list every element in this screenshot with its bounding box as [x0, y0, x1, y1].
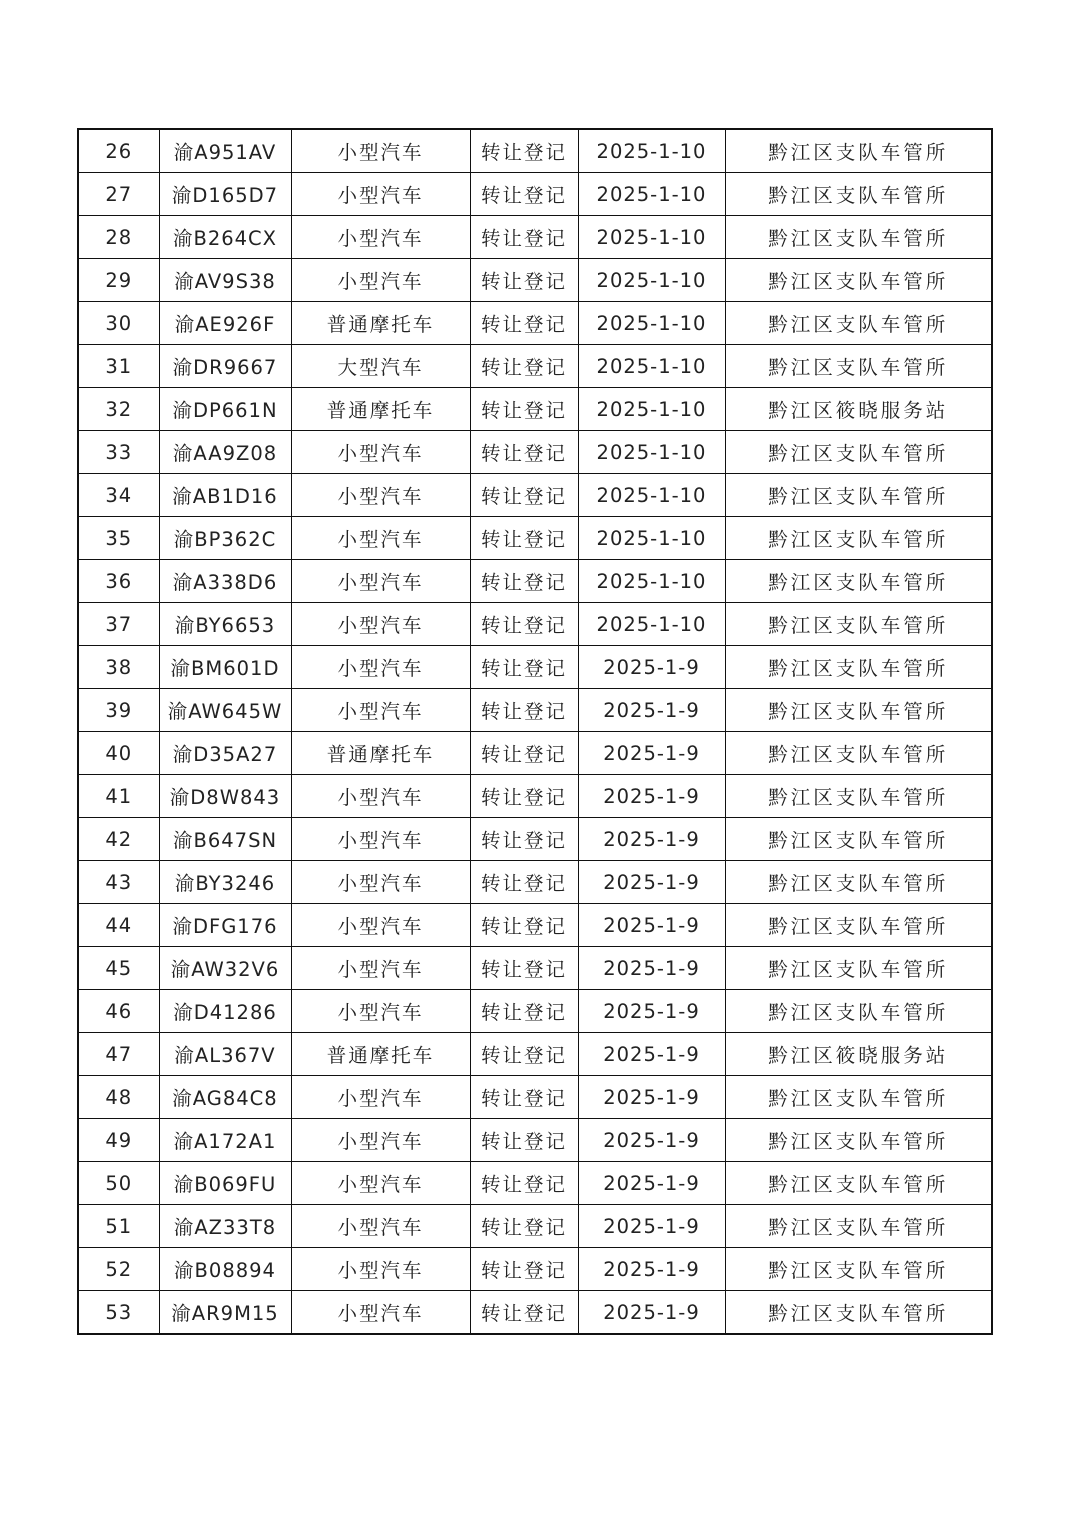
date-cell: 2025-1-9 [578, 646, 725, 689]
business-type-cell: 转让登记 [470, 861, 578, 904]
office-cell: 黔江区支队车管所 [725, 1291, 992, 1335]
table-row [78, 775, 992, 818]
vehicle-type-cell: 小型汽车 [291, 431, 470, 474]
date-cell: 2025-1-9 [578, 818, 725, 861]
table-row [78, 990, 992, 1033]
office-cell: 黔江区支队车管所 [725, 990, 992, 1033]
row-number-cell: 50 [78, 1162, 159, 1205]
plate-number-cell: 渝AE926F [159, 302, 291, 345]
business-type-cell: 转让登记 [470, 345, 578, 388]
table-row [78, 259, 992, 302]
plate-number-cell: 渝D41286 [159, 990, 291, 1033]
row-number-cell: 42 [78, 818, 159, 861]
date-cell: 2025-1-10 [578, 517, 725, 560]
vehicle-type-cell: 小型汽车 [291, 474, 470, 517]
plate-number-cell: 渝AL367V [159, 1033, 291, 1076]
row-number-cell: 41 [78, 775, 159, 818]
plate-number-cell: 渝DR9667 [159, 345, 291, 388]
business-type-cell: 转让登记 [470, 947, 578, 990]
vehicle-type-cell: 小型汽车 [291, 603, 470, 646]
registration-table [77, 128, 993, 1335]
office-cell: 黔江区支队车管所 [725, 216, 992, 259]
plate-number-cell: 渝AG84C8 [159, 1076, 291, 1119]
plate-number-cell: 渝B647SN [159, 818, 291, 861]
date-cell: 2025-1-9 [578, 947, 725, 990]
business-type-cell: 转让登记 [470, 646, 578, 689]
plate-number-cell: 渝DFG176 [159, 904, 291, 947]
row-number-cell: 37 [78, 603, 159, 646]
date-cell: 2025-1-9 [578, 1162, 725, 1205]
table-row [78, 560, 992, 603]
business-type-cell: 转让登记 [470, 732, 578, 775]
office-cell: 黔江区支队车管所 [725, 646, 992, 689]
office-cell: 黔江区支队车管所 [725, 1205, 992, 1248]
date-cell: 2025-1-9 [578, 1205, 725, 1248]
row-number-cell: 28 [78, 216, 159, 259]
date-cell: 2025-1-10 [578, 431, 725, 474]
vehicle-type-cell: 小型汽车 [291, 1205, 470, 1248]
vehicle-type-cell: 小型汽车 [291, 861, 470, 904]
office-cell: 黔江区支队车管所 [725, 1119, 992, 1162]
business-type-cell: 转让登记 [470, 775, 578, 818]
business-type-cell: 转让登记 [470, 1248, 578, 1291]
table-row [78, 689, 992, 732]
table-body [78, 129, 992, 1334]
plate-number-cell: 渝B08894 [159, 1248, 291, 1291]
table-row [78, 904, 992, 947]
plate-number-cell: 渝B264CX [159, 216, 291, 259]
date-cell: 2025-1-10 [578, 302, 725, 345]
date-cell: 2025-1-9 [578, 689, 725, 732]
row-number-cell: 33 [78, 431, 159, 474]
business-type-cell: 转让登记 [470, 689, 578, 732]
vehicle-type-cell: 小型汽车 [291, 990, 470, 1033]
plate-number-cell: 渝A172A1 [159, 1119, 291, 1162]
row-number-cell: 34 [78, 474, 159, 517]
table-row [78, 1033, 992, 1076]
business-type-cell: 转让登记 [470, 259, 578, 302]
table-row [78, 173, 992, 216]
plate-number-cell: 渝D8W843 [159, 775, 291, 818]
date-cell: 2025-1-9 [578, 1033, 725, 1076]
table-row [78, 603, 992, 646]
row-number-cell: 48 [78, 1076, 159, 1119]
table-row [78, 1119, 992, 1162]
business-type-cell: 转让登记 [470, 1076, 578, 1119]
office-cell: 黔江区支队车管所 [725, 474, 992, 517]
row-number-cell: 30 [78, 302, 159, 345]
office-cell: 黔江区支队车管所 [725, 603, 992, 646]
table-row [78, 732, 992, 775]
office-cell: 黔江区支队车管所 [725, 775, 992, 818]
vehicle-type-cell: 小型汽车 [291, 173, 470, 216]
vehicle-type-cell: 小型汽车 [291, 1291, 470, 1335]
plate-number-cell: 渝AA9Z08 [159, 431, 291, 474]
table-row [78, 216, 992, 259]
plate-number-cell: 渝B069FU [159, 1162, 291, 1205]
table-row [78, 1162, 992, 1205]
date-cell: 2025-1-9 [578, 732, 725, 775]
office-cell: 黔江区支队车管所 [725, 517, 992, 560]
business-type-cell: 转让登记 [470, 129, 578, 173]
business-type-cell: 转让登记 [470, 474, 578, 517]
date-cell: 2025-1-10 [578, 388, 725, 431]
office-cell: 黔江区支队车管所 [725, 560, 992, 603]
office-cell: 黔江区支队车管所 [725, 302, 992, 345]
row-number-cell: 35 [78, 517, 159, 560]
vehicle-type-cell: 小型汽车 [291, 1248, 470, 1291]
office-cell: 黔江区支队车管所 [725, 431, 992, 474]
plate-number-cell: 渝D165D7 [159, 173, 291, 216]
vehicle-type-cell: 普通摩托车 [291, 1033, 470, 1076]
office-cell: 黔江区支队车管所 [725, 689, 992, 732]
office-cell: 黔江区支队车管所 [725, 861, 992, 904]
table-row [78, 1248, 992, 1291]
office-cell: 黔江区支队车管所 [725, 818, 992, 861]
row-number-cell: 51 [78, 1205, 159, 1248]
vehicle-type-cell: 小型汽车 [291, 517, 470, 560]
row-number-cell: 31 [78, 345, 159, 388]
row-number-cell: 38 [78, 646, 159, 689]
row-number-cell: 53 [78, 1291, 159, 1335]
table-row [78, 1076, 992, 1119]
plate-number-cell: 渝AZ33T8 [159, 1205, 291, 1248]
table-row [78, 474, 992, 517]
business-type-cell: 转让登记 [470, 1291, 578, 1335]
row-number-cell: 43 [78, 861, 159, 904]
row-number-cell: 44 [78, 904, 159, 947]
office-cell: 黔江区支队车管所 [725, 904, 992, 947]
date-cell: 2025-1-10 [578, 129, 725, 173]
date-cell: 2025-1-9 [578, 1119, 725, 1162]
date-cell: 2025-1-9 [578, 861, 725, 904]
date-cell: 2025-1-9 [578, 1291, 725, 1335]
table-row [78, 345, 992, 388]
row-number-cell: 29 [78, 259, 159, 302]
vehicle-type-cell: 小型汽车 [291, 259, 470, 302]
vehicle-type-cell: 大型汽车 [291, 345, 470, 388]
office-cell: 黔江区支队车管所 [725, 732, 992, 775]
vehicle-type-cell: 小型汽车 [291, 947, 470, 990]
business-type-cell: 转让登记 [470, 388, 578, 431]
office-cell: 黔江区筱晓服务站 [725, 1033, 992, 1076]
table-row [78, 646, 992, 689]
vehicle-type-cell: 小型汽车 [291, 1162, 470, 1205]
row-number-cell: 27 [78, 173, 159, 216]
date-cell: 2025-1-9 [578, 775, 725, 818]
plate-number-cell: 渝BY3246 [159, 861, 291, 904]
table-row [78, 1291, 992, 1335]
plate-number-cell: 渝AR9M15 [159, 1291, 291, 1335]
office-cell: 黔江区筱晓服务站 [725, 388, 992, 431]
plate-number-cell: 渝D35A27 [159, 732, 291, 775]
date-cell: 2025-1-9 [578, 904, 725, 947]
plate-number-cell: 渝DP661N [159, 388, 291, 431]
vehicle-type-cell: 小型汽车 [291, 560, 470, 603]
office-cell: 黔江区支队车管所 [725, 1248, 992, 1291]
date-cell: 2025-1-10 [578, 173, 725, 216]
date-cell: 2025-1-10 [578, 474, 725, 517]
date-cell: 2025-1-9 [578, 1248, 725, 1291]
table-row [78, 431, 992, 474]
office-cell: 黔江区支队车管所 [725, 947, 992, 990]
table-row [78, 947, 992, 990]
plate-number-cell: 渝A338D6 [159, 560, 291, 603]
plate-number-cell: 渝AB1D16 [159, 474, 291, 517]
plate-number-cell: 渝BP362C [159, 517, 291, 560]
table-row [78, 302, 992, 345]
date-cell: 2025-1-9 [578, 990, 725, 1033]
plate-number-cell: 渝AW32V6 [159, 947, 291, 990]
row-number-cell: 45 [78, 947, 159, 990]
vehicle-type-cell: 小型汽车 [291, 1076, 470, 1119]
plate-number-cell: 渝AW645W [159, 689, 291, 732]
vehicle-type-cell: 小型汽车 [291, 689, 470, 732]
row-number-cell: 46 [78, 990, 159, 1033]
row-number-cell: 49 [78, 1119, 159, 1162]
row-number-cell: 26 [78, 129, 159, 173]
vehicle-type-cell: 小型汽车 [291, 646, 470, 689]
vehicle-type-cell: 小型汽车 [291, 818, 470, 861]
plate-number-cell: 渝A951AV [159, 129, 291, 173]
vehicle-type-cell: 普通摩托车 [291, 732, 470, 775]
row-number-cell: 40 [78, 732, 159, 775]
vehicle-type-cell: 小型汽车 [291, 775, 470, 818]
business-type-cell: 转让登记 [470, 560, 578, 603]
date-cell: 2025-1-10 [578, 603, 725, 646]
business-type-cell: 转让登记 [470, 1119, 578, 1162]
business-type-cell: 转让登记 [470, 302, 578, 345]
table-row [78, 517, 992, 560]
row-number-cell: 32 [78, 388, 159, 431]
business-type-cell: 转让登记 [470, 1162, 578, 1205]
office-cell: 黔江区支队车管所 [725, 1162, 992, 1205]
business-type-cell: 转让登记 [470, 904, 578, 947]
table-row [78, 388, 992, 431]
business-type-cell: 转让登记 [470, 990, 578, 1033]
plate-number-cell: 渝BY6653 [159, 603, 291, 646]
vehicle-type-cell: 小型汽车 [291, 1119, 470, 1162]
plate-number-cell: 渝BM601D [159, 646, 291, 689]
office-cell: 黔江区支队车管所 [725, 1076, 992, 1119]
row-number-cell: 36 [78, 560, 159, 603]
office-cell: 黔江区支队车管所 [725, 173, 992, 216]
table-row [78, 818, 992, 861]
date-cell: 2025-1-10 [578, 560, 725, 603]
vehicle-type-cell: 小型汽车 [291, 216, 470, 259]
date-cell: 2025-1-10 [578, 345, 725, 388]
business-type-cell: 转让登记 [470, 1205, 578, 1248]
row-number-cell: 39 [78, 689, 159, 732]
office-cell: 黔江区支队车管所 [725, 259, 992, 302]
date-cell: 2025-1-10 [578, 259, 725, 302]
table-row [78, 129, 992, 173]
table-row [78, 1205, 992, 1248]
business-type-cell: 转让登记 [470, 431, 578, 474]
row-number-cell: 52 [78, 1248, 159, 1291]
business-type-cell: 转让登记 [470, 173, 578, 216]
business-type-cell: 转让登记 [470, 216, 578, 259]
table-row [78, 861, 992, 904]
plate-number-cell: 渝AV9S38 [159, 259, 291, 302]
date-cell: 2025-1-10 [578, 216, 725, 259]
vehicle-type-cell: 小型汽车 [291, 129, 470, 173]
business-type-cell: 转让登记 [470, 603, 578, 646]
office-cell: 黔江区支队车管所 [725, 345, 992, 388]
business-type-cell: 转让登记 [470, 517, 578, 560]
business-type-cell: 转让登记 [470, 818, 578, 861]
row-number-cell: 47 [78, 1033, 159, 1076]
office-cell: 黔江区支队车管所 [725, 129, 992, 173]
vehicle-type-cell: 普通摩托车 [291, 302, 470, 345]
business-type-cell: 转让登记 [470, 1033, 578, 1076]
vehicle-type-cell: 普通摩托车 [291, 388, 470, 431]
date-cell: 2025-1-9 [578, 1076, 725, 1119]
vehicle-type-cell: 小型汽车 [291, 904, 470, 947]
